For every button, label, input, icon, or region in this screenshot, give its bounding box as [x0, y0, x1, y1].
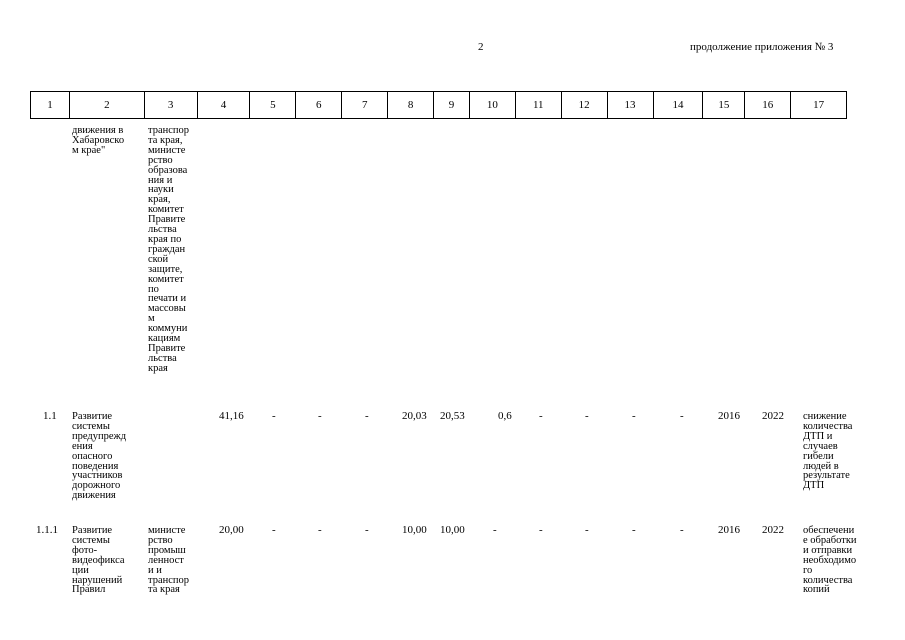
row1-col11-value: -: [539, 410, 543, 422]
header-col-17: 17: [813, 99, 825, 111]
row2-col11-value: -: [539, 524, 543, 536]
header-col-12: 12: [562, 92, 608, 118]
row1-col9-value: 20,53: [440, 410, 465, 422]
row2-col6-value: -: [318, 524, 322, 536]
header-col-1: 1: [31, 92, 70, 118]
header-col-16: 16: [745, 92, 791, 118]
row2-col1-code: 1.1.1: [36, 524, 58, 536]
header-col-10: 10: [470, 92, 516, 118]
row1-col12-value: -: [585, 410, 589, 422]
row2-col10-value: -: [493, 524, 497, 536]
row1-col10-value: 0,6: [498, 410, 512, 422]
row2-col2-text: Развитие системы фото- видеофикса ции нарушений Правил: [72, 525, 125, 596]
row1-col1-code: 1.1: [43, 410, 57, 422]
row0-col2-text: движения в Хабаровско м крае": [72, 125, 125, 156]
table-header-row: [30, 91, 847, 119]
row2-col14-value: -: [680, 524, 684, 536]
row2-col4-value: 20,00: [219, 524, 244, 536]
header-col-7: 7: [342, 92, 388, 118]
row0-col3-text: транспор та края, министе рство образова ния и науки края, комитет Правите льства края по граждан ской защите, комитет по печати и массовы м коммуни кациям Правите льства края: [148, 125, 190, 374]
header-col-5: 5: [250, 92, 296, 118]
row1-col13-value: -: [632, 410, 636, 422]
row2-col17-text: обеспечени е обработки и отправки необходимо го количества копий: [803, 525, 857, 596]
row2-col16-value: 2022: [762, 524, 784, 536]
row1-col8-value: 20,03: [402, 410, 427, 422]
continuation-label: продолжение приложения № 3: [690, 41, 834, 53]
row2-col3-text: министе рство промыш ленност и и транспор та края: [148, 525, 190, 596]
row1-col17-text: снижение количества ДТП и случаев гибели людей в результате ДТП: [803, 411, 853, 492]
header-col-4: 4: [198, 92, 251, 118]
row1-col14-value: -: [680, 410, 684, 422]
row2-col7-value: -: [365, 524, 369, 536]
header-col-6: 6: [296, 92, 342, 118]
header-col-2: 2: [70, 92, 145, 118]
row2-col8-value: 10,00: [402, 524, 427, 536]
row1-col5-value: -: [272, 410, 276, 422]
row2-col12-value: -: [585, 524, 589, 536]
row2-col5-value: -: [272, 524, 276, 536]
row1-col4-value: 41,16: [219, 410, 244, 422]
row2-col15-value: 2016: [718, 524, 740, 536]
row1-col7-value: -: [365, 410, 369, 422]
header-col-14: 14: [654, 92, 704, 118]
row1-col15-value: 2016: [718, 410, 740, 422]
row2-col13-value: -: [632, 524, 636, 536]
row2-col9-value: 10,00: [440, 524, 465, 536]
row1-col6-value: -: [318, 410, 322, 422]
header-col-9: 9: [434, 92, 470, 118]
page-number: 2: [478, 41, 484, 53]
row1-col2-text: Развитие системы предупрежд ения опасного поведения участников дорожного движения: [72, 411, 127, 502]
header-col-13: 13: [608, 92, 654, 118]
row1-col16-value: 2022: [762, 410, 784, 422]
header-col-11: 11: [516, 92, 562, 118]
header-col-3: 3: [145, 92, 198, 118]
header-col-8: 8: [388, 92, 434, 118]
header-col-15: 15: [703, 92, 745, 118]
